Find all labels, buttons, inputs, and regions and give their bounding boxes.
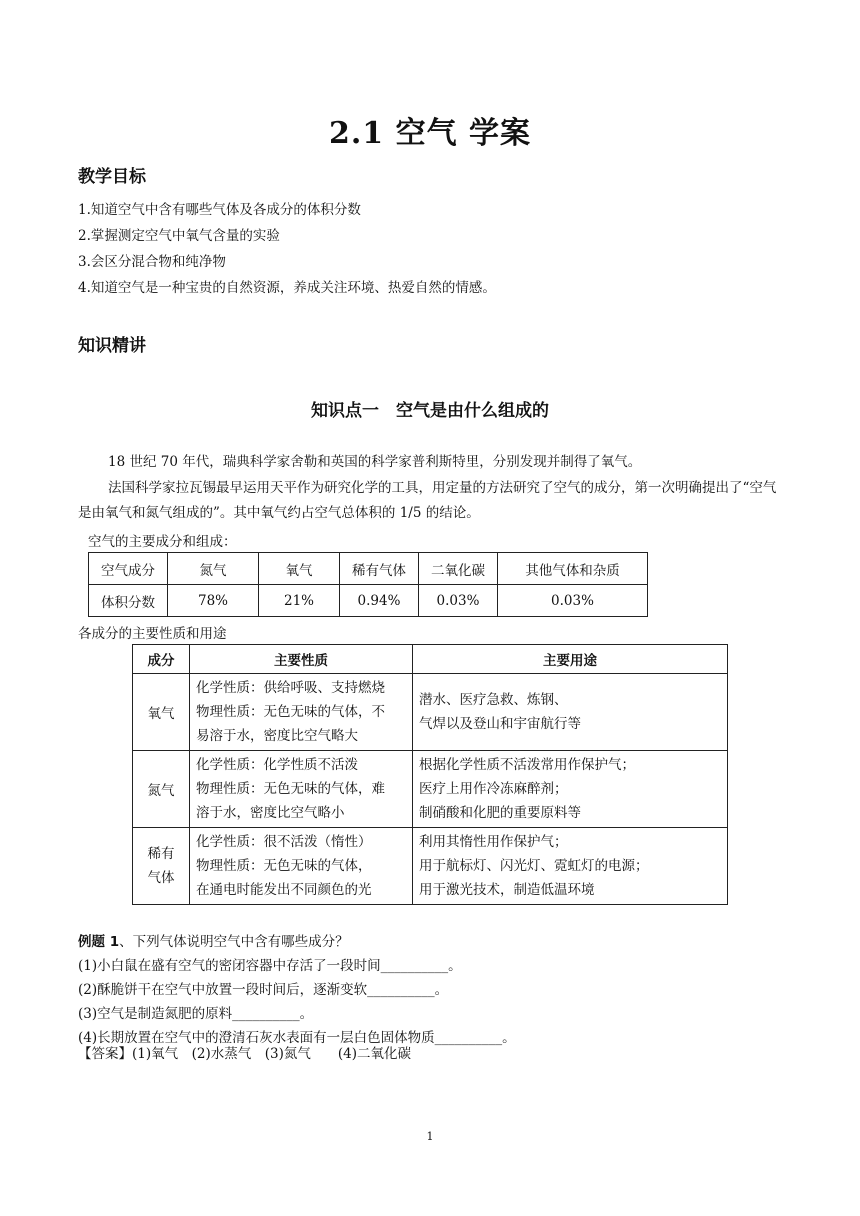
table2-caption: 各成分的主要性质和用途 [78,626,227,642]
component-name: 氧气 [133,674,190,751]
composition-table [88,552,648,617]
page-number: 1 [426,1130,434,1143]
table-row [89,553,648,585]
section-heading-objectives: 教学目标 [78,167,146,187]
use-line: 根据化学性质不活泼常用作保护气； [419,757,635,773]
example-label: 例题 1 [78,934,120,950]
table-row [89,585,648,617]
paragraph-lavoisier: 法国科学家拉瓦锡最早运用天平作为研究化学的工具，用定量的方法研究了空气的成分，第一次明确提出了“空气是由氧气和氮气组成的”。其中氧气约占空气总体积的 1/5 的结论。 [78,480,777,521]
properties-table [132,644,728,905]
property-line: 物理性质：无色无味的气体，难 [196,781,385,797]
table-cell: 稀有气体 [340,553,419,585]
table-row [133,828,728,905]
table-cell: 氮气 [168,553,259,585]
table-cell: 空气成分 [89,553,168,585]
properties-cell [190,751,413,828]
property-line: 化学性质：供给呼吸、支持燃烧 [196,680,385,696]
use-line: 制硝酸和化肥的重要原料等 [419,805,581,821]
use-line: 用于航标灯、闪光灯、霓虹灯的电源； [419,858,649,874]
use-line: 潜水、医疗急救、炼钢、 [419,692,568,708]
properties-cell [190,674,413,751]
component-name: 氮气 [133,751,190,828]
table-cell: 21% [259,585,340,617]
page-title: 2.1 空气 学案 [328,116,532,151]
table-row [133,674,728,751]
example-item: (1)小白鼠在盛有空气的密闭容器中存活了一段时间__________。 [78,958,462,974]
component-name-text: 稀有气体 [147,846,175,886]
property-line: 化学性质：很不活泼（惰性） [196,834,372,850]
table-cell: 二氧化碳 [419,553,498,585]
paragraph-history: 18 世纪 70 年代，瑞典科学家舍勒和英国的科学家普利斯特里，分别发现并制得了氧气。 [108,454,642,470]
table-cell: 其他气体和杂质 [498,553,648,585]
property-line: 化学性质：化学性质不活泼 [196,757,358,773]
table-cell: 0.03% [498,585,648,617]
uses-cell [413,674,728,751]
example-answer: 【答案】(1)氧气 (2)水蒸气 (3)氮气 (4)二氧化碳 [78,1046,411,1062]
property-line: 物理性质：无色无味的气体，不 [196,704,385,720]
uses-cell [413,828,728,905]
use-line: 气焊以及登山和宇宙航行等 [419,716,581,732]
example-item: (3)空气是制造氮肥的原料__________。 [78,1006,314,1022]
table-header-cell: 主要用途 [413,645,728,674]
table-cell: 体积分数 [89,585,168,617]
table-cell: 氧气 [259,553,340,585]
section-heading-knowledge: 知识精讲 [78,336,146,356]
table-cell: 78% [168,585,259,617]
use-line: 用于激光技术，制造低温环境 [419,882,595,898]
table-cell: 0.03% [419,585,498,617]
property-line: 易溶于水，密度比空气略大 [196,728,358,744]
knowledge-point-title: 知识点一 空气是由什么组成的 [311,401,549,421]
uses-cell [413,751,728,828]
table-row [133,751,728,828]
objective-item: 3.会区分混合物和纯净物 [78,254,226,270]
example-item: (2)酥脆饼干在空气中放置一段时间后，逐渐变软__________。 [78,982,449,998]
table1-caption: 空气的主要成分和组成： [88,534,237,550]
example-item: (4)长期放置在空气中的澄清石灰水表面有一层白色固体物质__________。 [78,1030,516,1046]
property-line: 在通电时能发出不同颜色的光 [196,882,372,898]
objective-item: 1.知道空气中含有哪些气体及各成分的体积分数 [78,202,361,218]
example-question-text: 、下列气体说明空气中含有哪些成分？ [119,934,349,950]
component-name [133,828,190,905]
property-line: 溶于水，密度比空气略小 [196,805,345,821]
table-header-cell: 成分 [133,645,190,674]
objective-item: 2.掌握测定空气中氧气含量的实验 [78,228,280,244]
example-question [78,930,349,954]
table-header-row [133,645,728,674]
objective-item: 4.知道空气是一种宝贵的自然资源，养成关注环境、热爱自然的情感。 [78,280,496,296]
table-header-cell: 主要性质 [190,645,413,674]
use-line: 医疗上用作冷冻麻醉剂； [419,781,568,797]
table-cell: 0.94% [340,585,419,617]
properties-cell [190,828,413,905]
property-line: 物理性质：无色无味的气体， [196,858,372,874]
use-line: 利用其惰性用作保护气； [419,834,568,850]
